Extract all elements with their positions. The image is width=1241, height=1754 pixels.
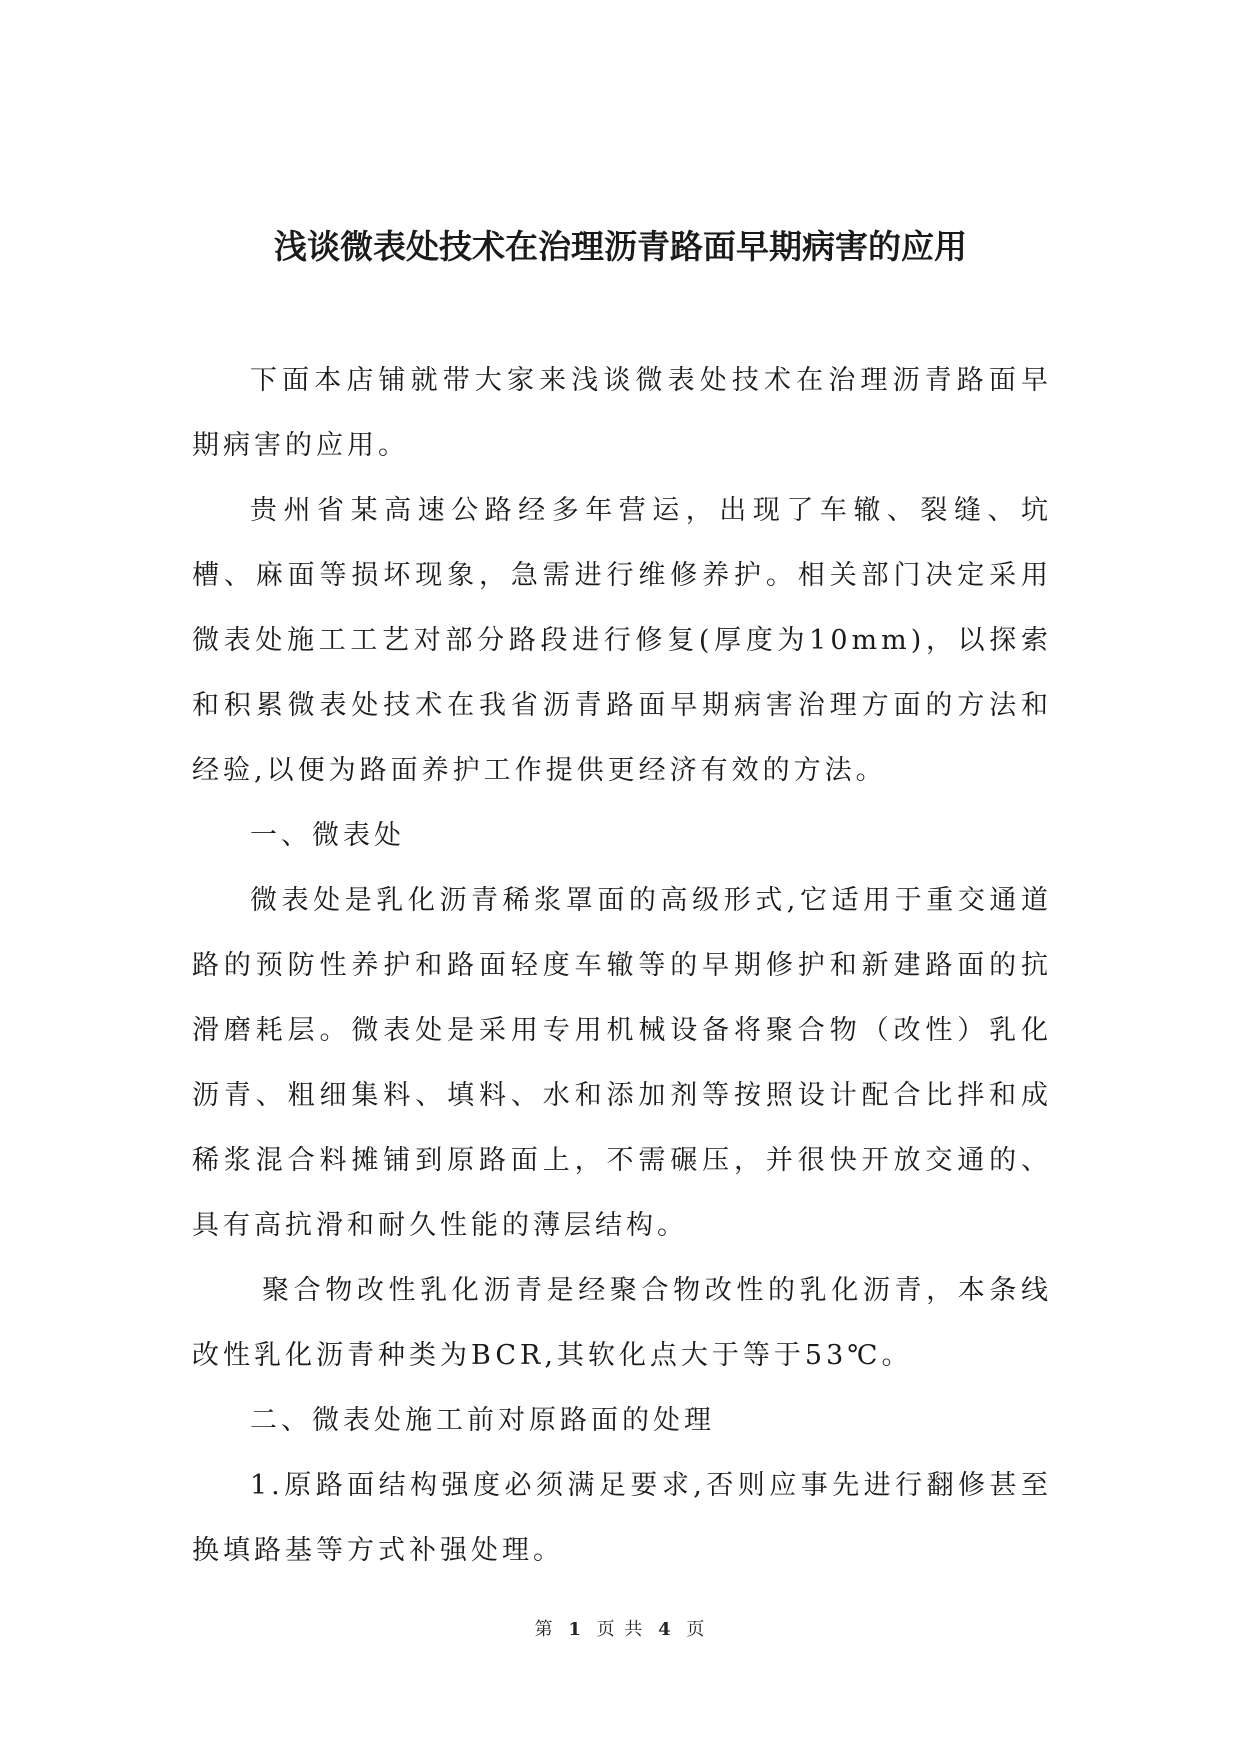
page-footer [0, 1615, 1241, 1645]
footer-suffix: 页 [686, 1619, 707, 1640]
section-heading-2: 二、微表处施工前对原路面的处理 [250, 1405, 715, 1436]
document-body [192, 348, 1052, 1583]
footer-middle: 页 共 [596, 1619, 645, 1640]
paragraph-intro: 下面本店铺就带大家来浅谈微表处技术在治理沥青路面早期病害的应用。 [192, 365, 1052, 461]
section-heading-1: 一、微表处 [250, 820, 405, 851]
footer-prefix: 第 [534, 1619, 555, 1640]
paragraph-polymer-emulsion: 聚合物改性乳化沥青是经聚合物改性的乳化沥青，本条线改性乳化沥青种类为BCR,其软化点大于等于53℃。 [192, 1275, 1052, 1371]
document-title: 浅谈微表处技术在治理沥青路面早期病害的应用 [274, 227, 967, 266]
footer-page-number: 1 [568, 1619, 583, 1640]
footer-total-pages: 4 [658, 1619, 673, 1640]
paragraph-background: 贵州省某高速公路经多年营运，出现了车辙、裂缝、坑槽、麻面等损坏现象，急需进行维修养护。相关部门决定采用微表处施工工艺对部分路段进行修复(厚度为10mm)，以探索和积累微表处技术在我省沥青路面早期病害治理方面的方法和经验,以便为路面养护工作提供更经济有效的方法。 [192, 495, 1052, 786]
paragraph-micro-surfacing: 微表处是乳化沥青稀浆罩面的高级形式,它适用于重交通道路的预防性养护和路面轻度车辙等的早期修护和新建路面的抗滑磨耗层。微表处是采用专用机械设备将聚合物（改性）乳化沥青、粗细集料、填料、水和添加剂等按照设计配合比拌和成稀浆混合料摊铺到原路面上，不需碾压，并很快开放交通的、具有高抗滑和耐久性能的薄层结构。 [192, 885, 1052, 1241]
paragraph-item-1: 1.原路面结构强度必须满足要求,否则应事先进行翻修甚至换填路基等方式补强处理。 [192, 1470, 1052, 1566]
